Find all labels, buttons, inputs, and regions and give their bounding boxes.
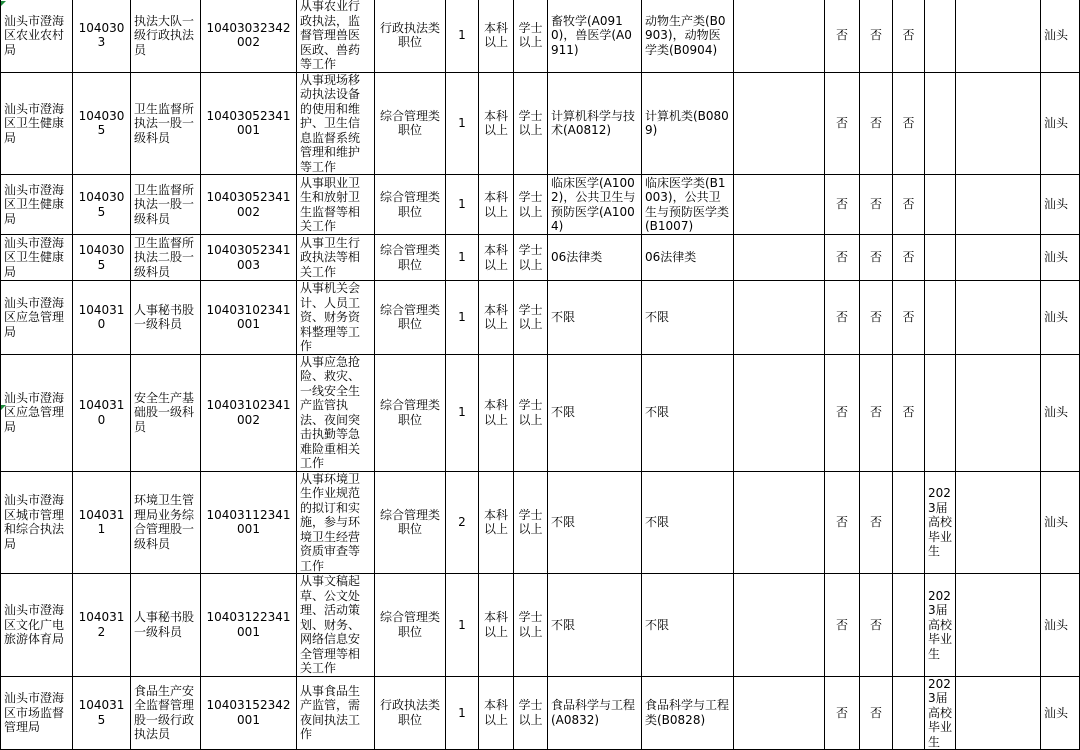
recruit-count-cell[interactable]: 1 bbox=[446, 0, 479, 72]
flag-cell[interactable]: 否 bbox=[860, 281, 893, 355]
graduate-major-cell[interactable]: 不限 bbox=[642, 354, 734, 471]
table-body bbox=[1, 0, 1080, 750]
empty-cell[interactable] bbox=[734, 72, 825, 175]
position-code-cell[interactable]: 10403052341002 bbox=[201, 175, 297, 235]
education-cell[interactable]: 本科以上 bbox=[479, 574, 514, 677]
duties-cell[interactable]: 从事职业卫生和放射卫生监督等相关工作 bbox=[297, 175, 375, 235]
flag-cell[interactable]: 否 bbox=[860, 175, 893, 235]
empty-cell[interactable] bbox=[734, 471, 825, 574]
graduate-major-cell[interactable]: 临床医学类(B1003)，公共卫生与预防医学类(B1007) bbox=[642, 175, 734, 235]
empty-cell[interactable] bbox=[734, 175, 825, 235]
flag-cell[interactable] bbox=[893, 471, 925, 574]
duties-cell[interactable]: 从事现场移动执法设备的使用和维护、卫生信息监督系统管理和维护等工作 bbox=[297, 72, 375, 175]
empty-cell[interactable] bbox=[956, 0, 1041, 72]
note-cell[interactable] bbox=[925, 72, 956, 175]
position-code-cell[interactable]: 10403102341001 bbox=[201, 281, 297, 355]
flag-cell[interactable] bbox=[893, 574, 925, 677]
empty-cell[interactable] bbox=[956, 72, 1041, 175]
education-cell[interactable]: 本科以上 bbox=[479, 354, 514, 471]
location-cell[interactable]: 汕头 bbox=[1041, 72, 1080, 175]
degree-cell[interactable]: 学士以上 bbox=[514, 175, 548, 235]
recruit-count-cell[interactable]: 1 bbox=[446, 281, 479, 355]
degree-cell[interactable]: 学士以上 bbox=[514, 354, 548, 471]
position-category-cell[interactable]: 综合管理类职位 bbox=[375, 354, 446, 471]
flag-cell[interactable]: 否 bbox=[825, 354, 860, 471]
department-code-cell[interactable]: 1040311 bbox=[73, 471, 131, 574]
flag-cell[interactable]: 否 bbox=[825, 72, 860, 175]
position-category-cell[interactable]: 综合管理类职位 bbox=[375, 235, 446, 281]
degree-cell[interactable]: 学士以上 bbox=[514, 471, 548, 574]
flag-cell[interactable]: 否 bbox=[893, 354, 925, 471]
position-name-cell[interactable]: 人事秘书股一级科员 bbox=[131, 574, 201, 677]
location-cell[interactable]: 汕头 bbox=[1041, 235, 1080, 281]
department-cell[interactable]: 汕头市澄海区应急管理局 bbox=[1, 281, 73, 355]
undergraduate-major-cell[interactable]: 畜牧学(A0910)，兽医学(A0911) bbox=[548, 0, 642, 72]
table-row bbox=[1, 471, 1080, 574]
position-category-cell[interactable]: 综合管理类职位 bbox=[375, 72, 446, 175]
graduate-major-cell[interactable]: 06法律类 bbox=[642, 235, 734, 281]
undergraduate-major-cell[interactable]: 06法律类 bbox=[548, 235, 642, 281]
flag-cell[interactable]: 否 bbox=[825, 676, 860, 750]
location-cell[interactable]: 汕头 bbox=[1041, 676, 1080, 750]
department-cell[interactable]: 汕头市澄海区应急管理局 bbox=[1, 354, 73, 471]
table-row bbox=[1, 175, 1080, 235]
position-name-cell[interactable]: 安全生产基础股一级科员 bbox=[131, 354, 201, 471]
duties-cell[interactable]: 从事农业行政执法，监督管理兽医医政、兽药等工作 bbox=[297, 0, 375, 72]
table-row bbox=[1, 0, 1080, 72]
degree-cell[interactable]: 学士以上 bbox=[514, 72, 548, 175]
flag-cell[interactable]: 否 bbox=[860, 676, 893, 750]
note-cell[interactable]: 2023届高校毕业生 bbox=[925, 676, 956, 750]
department-code-cell[interactable]: 1040305 bbox=[73, 175, 131, 235]
location-cell[interactable]: 汕头 bbox=[1041, 471, 1080, 574]
empty-cell[interactable] bbox=[956, 281, 1041, 355]
graduate-major-cell[interactable]: 计算机类(B0809) bbox=[642, 72, 734, 175]
department-cell[interactable]: 汕头市澄海区市场监督管理局 bbox=[1, 676, 73, 750]
department-cell[interactable]: 汕头市澄海区卫生健康局 bbox=[1, 175, 73, 235]
table-row bbox=[1, 281, 1080, 355]
position-category-cell[interactable]: 综合管理类职位 bbox=[375, 471, 446, 574]
flag-cell[interactable]: 否 bbox=[860, 574, 893, 677]
note-cell[interactable]: 2023届高校毕业生 bbox=[925, 574, 956, 677]
education-cell[interactable]: 本科以上 bbox=[479, 72, 514, 175]
graduate-major-cell[interactable]: 食品科学与工程类(B0828) bbox=[642, 676, 734, 750]
department-cell[interactable]: 汕头市澄海区农业农村局 bbox=[1, 0, 73, 72]
position-code-cell[interactable]: 10403032342002 bbox=[201, 0, 297, 72]
position-category-cell[interactable]: 行政执法类职位 bbox=[375, 676, 446, 750]
department-cell[interactable]: 汕头市澄海区卫生健康局 bbox=[1, 235, 73, 281]
undergraduate-major-cell[interactable]: 临床医学(A1002)，公共卫生与预防医学(A1004) bbox=[548, 175, 642, 235]
location-cell[interactable]: 汕头 bbox=[1041, 0, 1080, 72]
recruit-count-cell[interactable]: 1 bbox=[446, 574, 479, 677]
undergraduate-major-cell[interactable]: 不限 bbox=[548, 574, 642, 677]
position-name-cell[interactable]: 环境卫生管理局业务综合管理股一级科员 bbox=[131, 471, 201, 574]
department-code-cell[interactable]: 1040315 bbox=[73, 676, 131, 750]
position-name-cell[interactable]: 卫生监督所执法二股一级科员 bbox=[131, 235, 201, 281]
location-cell[interactable]: 汕头 bbox=[1041, 281, 1080, 355]
duties-cell[interactable]: 从事食品生产监管，需夜间执法工作 bbox=[297, 676, 375, 750]
recruit-count-cell[interactable]: 1 bbox=[446, 235, 479, 281]
note-cell[interactable] bbox=[925, 0, 956, 72]
flag-cell[interactable]: 否 bbox=[860, 0, 893, 72]
empty-cell[interactable] bbox=[734, 676, 825, 750]
position-name-cell[interactable]: 食品生产安全监督管理股一级行政执法员 bbox=[131, 676, 201, 750]
undergraduate-major-cell[interactable]: 不限 bbox=[548, 281, 642, 355]
education-cell[interactable]: 本科以上 bbox=[479, 281, 514, 355]
flag-cell[interactable]: 否 bbox=[893, 175, 925, 235]
duties-cell[interactable]: 从事文稿起草、公文处理、活动策划、财务、网络信息安全管理等相关工作 bbox=[297, 574, 375, 677]
department-code-cell[interactable]: 1040310 bbox=[73, 281, 131, 355]
empty-cell[interactable] bbox=[956, 175, 1041, 235]
table-row bbox=[1, 574, 1080, 677]
department-code-cell[interactable]: 1040305 bbox=[73, 72, 131, 175]
flag-cell[interactable]: 否 bbox=[825, 471, 860, 574]
flag-cell[interactable]: 否 bbox=[860, 72, 893, 175]
undergraduate-major-cell[interactable]: 不限 bbox=[548, 471, 642, 574]
flag-cell[interactable]: 否 bbox=[825, 0, 860, 72]
table-row bbox=[1, 354, 1080, 471]
position-category-cell[interactable]: 综合管理类职位 bbox=[375, 281, 446, 355]
degree-cell[interactable]: 学士以上 bbox=[514, 235, 548, 281]
note-cell[interactable] bbox=[925, 281, 956, 355]
education-cell[interactable]: 本科以上 bbox=[479, 676, 514, 750]
recruit-count-cell[interactable]: 1 bbox=[446, 72, 479, 175]
flag-cell[interactable]: 否 bbox=[893, 281, 925, 355]
position-code-cell[interactable]: 10403052341003 bbox=[201, 235, 297, 281]
undergraduate-major-cell[interactable]: 不限 bbox=[548, 354, 642, 471]
position-name-cell[interactable]: 卫生监督所执法一股一级科员 bbox=[131, 175, 201, 235]
duties-cell[interactable]: 从事环境卫生作业规范的拟订和实施，参与环境卫生经营资质审查等工作 bbox=[297, 471, 375, 574]
graduate-major-cell[interactable]: 动物生产类(B0903)，动物医学类(B0904) bbox=[642, 0, 734, 72]
department-code-cell[interactable]: 1040305 bbox=[73, 235, 131, 281]
empty-cell[interactable] bbox=[734, 574, 825, 677]
graduate-major-cell[interactable]: 不限 bbox=[642, 574, 734, 677]
empty-cell[interactable] bbox=[956, 235, 1041, 281]
education-cell[interactable]: 本科以上 bbox=[479, 175, 514, 235]
empty-cell[interactable] bbox=[734, 281, 825, 355]
graduate-major-cell[interactable]: 不限 bbox=[642, 471, 734, 574]
department-code-cell[interactable]: 1040303 bbox=[73, 0, 131, 72]
undergraduate-major-cell[interactable]: 计算机科学与技术(A0812) bbox=[548, 72, 642, 175]
note-cell[interactable] bbox=[925, 235, 956, 281]
duties-cell[interactable]: 从事机关会计、人员工资、财务资料整理等工作 bbox=[297, 281, 375, 355]
department-cell[interactable]: 汕头市澄海区文化广电旅游体育局 bbox=[1, 574, 73, 677]
education-cell[interactable]: 本科以上 bbox=[479, 0, 514, 72]
flag-cell[interactable]: 否 bbox=[860, 471, 893, 574]
table-row bbox=[1, 235, 1080, 281]
duties-cell[interactable]: 从事卫生行政执法等相关工作 bbox=[297, 235, 375, 281]
department-cell[interactable]: 汕头市澄海区卫生健康局 bbox=[1, 72, 73, 175]
empty-cell[interactable] bbox=[956, 676, 1041, 750]
degree-cell[interactable]: 学士以上 bbox=[514, 281, 548, 355]
table-row bbox=[1, 676, 1080, 750]
flag-cell[interactable] bbox=[893, 676, 925, 750]
graduate-major-cell[interactable]: 不限 bbox=[642, 281, 734, 355]
flag-cell[interactable]: 否 bbox=[893, 0, 925, 72]
position-code-cell[interactable]: 10403052341001 bbox=[201, 72, 297, 175]
recruit-count-cell[interactable]: 2 bbox=[446, 471, 479, 574]
position-name-cell[interactable]: 执法大队一级行政执法员 bbox=[131, 0, 201, 72]
position-code-cell[interactable]: 10403152342001 bbox=[201, 676, 297, 750]
duties-cell[interactable]: 从事应急抢险、救灾、一线安全生产监管执法、夜间突击执勤等急难险重相关工作 bbox=[297, 354, 375, 471]
empty-cell[interactable] bbox=[734, 354, 825, 471]
position-code-cell[interactable]: 10403112341001 bbox=[201, 471, 297, 574]
note-cell[interactable] bbox=[925, 354, 956, 471]
note-cell[interactable]: 2023届高校毕业生 bbox=[925, 471, 956, 574]
note-cell[interactable] bbox=[925, 175, 956, 235]
degree-cell[interactable]: 学士以上 bbox=[514, 676, 548, 750]
recruit-count-cell[interactable]: 1 bbox=[446, 354, 479, 471]
flag-cell[interactable]: 否 bbox=[893, 235, 925, 281]
education-cell[interactable]: 本科以上 bbox=[479, 235, 514, 281]
flag-cell[interactable]: 否 bbox=[860, 354, 893, 471]
empty-cell[interactable] bbox=[734, 0, 825, 72]
flag-cell[interactable]: 否 bbox=[825, 235, 860, 281]
flag-cell[interactable]: 否 bbox=[825, 281, 860, 355]
position-code-cell[interactable]: 10403122341001 bbox=[201, 574, 297, 677]
position-name-cell[interactable]: 人事秘书股一级科员 bbox=[131, 281, 201, 355]
education-cell[interactable]: 本科以上 bbox=[479, 471, 514, 574]
position-name-cell[interactable]: 卫生监督所执法一股一级科员 bbox=[131, 72, 201, 175]
department-code-cell[interactable]: 1040312 bbox=[73, 574, 131, 677]
location-cell[interactable]: 汕头 bbox=[1041, 574, 1080, 677]
location-cell[interactable]: 汕头 bbox=[1041, 354, 1080, 471]
position-category-cell[interactable]: 综合管理类职位 bbox=[375, 175, 446, 235]
flag-cell[interactable]: 否 bbox=[825, 574, 860, 677]
undergraduate-major-cell[interactable]: 食品科学与工程(A0832) bbox=[548, 676, 642, 750]
empty-cell[interactable] bbox=[734, 235, 825, 281]
empty-cell[interactable] bbox=[956, 574, 1041, 677]
department-cell[interactable]: 汕头市澄海区城市管理和综合执法局 bbox=[1, 471, 73, 574]
cell-marker-icon bbox=[1, 1, 6, 6]
department-code-cell[interactable]: 1040310 bbox=[73, 354, 131, 471]
position-code-cell[interactable]: 10403102341002 bbox=[201, 354, 297, 471]
flag-cell[interactable]: 否 bbox=[825, 175, 860, 235]
flag-cell[interactable]: 否 bbox=[893, 72, 925, 175]
table-row bbox=[1, 72, 1080, 175]
position-category-cell[interactable]: 综合管理类职位 bbox=[375, 574, 446, 677]
empty-cell[interactable] bbox=[956, 471, 1041, 574]
recruit-count-cell[interactable]: 1 bbox=[446, 676, 479, 750]
empty-cell[interactable] bbox=[956, 354, 1041, 471]
position-category-cell[interactable]: 行政执法类职位 bbox=[375, 0, 446, 72]
flag-cell[interactable]: 否 bbox=[860, 235, 893, 281]
degree-cell[interactable]: 学士以上 bbox=[514, 574, 548, 677]
degree-cell[interactable]: 学士以上 bbox=[514, 0, 548, 72]
cell-marker-icon bbox=[1, 405, 6, 410]
location-cell[interactable]: 汕头 bbox=[1041, 175, 1080, 235]
recruit-count-cell[interactable]: 1 bbox=[446, 175, 479, 235]
